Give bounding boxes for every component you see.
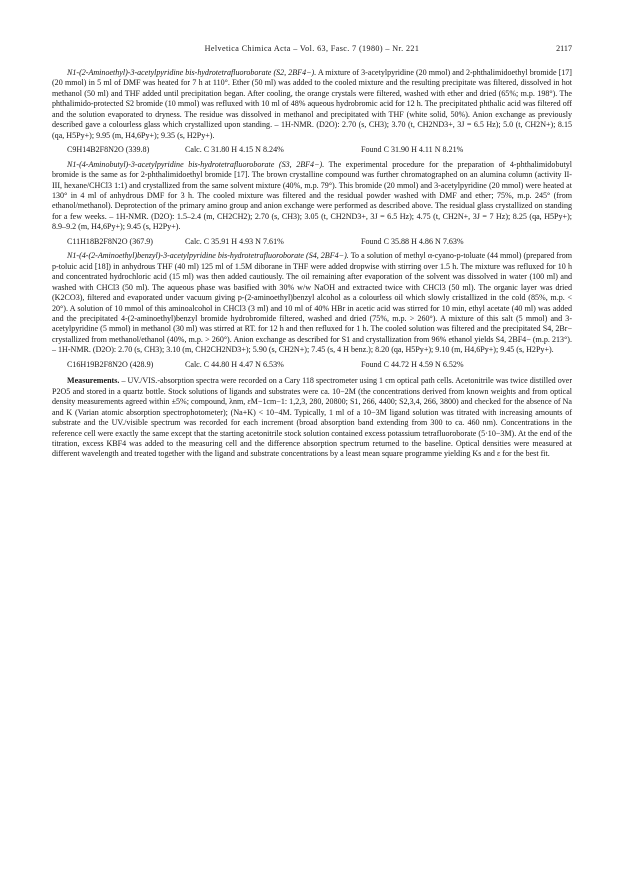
compound-s2-found: Found C 31.90 H 4.11 N 8.21% (361, 145, 464, 155)
compound-s2-title: N1-(2-Aminoethyl)-3-acetylpyridine bis-hydrotetrafluoroborate (S2, 2BF4−). (67, 68, 317, 77)
compound-s3-title: N1-(4-Aminobutyl)-3-acetylpyridine bis-hydrotetrafluoroborate (S3, 2BF4−). (67, 159, 325, 169)
running-header (52, 44, 572, 56)
compound-s3-found: Found C 35.88 H 4.86 N 7.63% (361, 236, 464, 246)
compound-s3-calc: Calc. C 35.91 H 4.93 N 7.61% (185, 236, 284, 246)
compound-s4-formula: C16H19B2F8N2O (428.9) (67, 359, 154, 369)
compound-s4-found: Found C 44.72 H 4.59 N 6.52% (361, 359, 464, 369)
compound-s3-analysis (67, 237, 572, 247)
measurements-body: – UV./VIS.-absorption spectra were recorded on a Cary 118 spectrometer using 1 cm optical path cells. Acetonitrile was twice distilled over P2O5 and stored in a quartz bottle. Stock solutions of ligands and substrates were ca. 10−2M (the concentrations derived from known weights and from optical density measurements agreed within ±5%; compound, λnm, εM−1cm−1: 1,2,3, 280, 20800; S1, 266, 4400; S2,3,4, 266, 3800) and checked for the absence of Na and K (Varian atomic absorption spectrophotometer); (Na+K) < 10−4M. Typically, 1 ml of a 10−3M ligand solution was titrated with increasing amounts of substrate and the UV./visible spectrum was recorded for each increment (broad absorption band extending from 300 to ca. 460 nm). Concentrations in the reference cell were exactly the same except that the starting acetonitrile stock solution contained excess potassium tetrafluoroborate (5·10−3M). At the end of the titration, excess KBF4 was added to the measuring cell and the difference absorption spectrum returned to the baseline. Optical densities were measured at different wavelength and treated together with the ligand and substrate concentrations by a least mean square programme yielding Ks and ε for the best fit. (52, 376, 573, 459)
compound-s4-analysis (67, 360, 572, 370)
compound-s3-paragraph (52, 160, 572, 233)
compound-s2-body: A mixture of 3-acetylpyridine (20 mmol) and 2-phthalimidoethyl bromide [17] (20 mmol) in 5 ml of DMF was heated for 7 h at 110°. Ether (50 ml) was added to the cooled mixture and the resulting precipitate was filtered, dissolved in hot methanol (50 ml) and THF added until precipitation began. After cooling, the orange crystals were filtered, washed with ether and dried (65%; m.p. 198°). The phthalimido-protected S2 bromide (10 mmol) was refluxed with 10 ml of 48% aqueous hydrobromic acid for 12 h. The precipitated phthalic acid was filtered off and the solution evaporated to dryness. The residue was dissolved in methanol and precipitated with THF (white solid, 50%). Anion exchange as previously described gave a colourless glass which crystallized upon standing. – 1H-NMR. (D2O): 2.70 (s, CH3); 3.70 (t, CH2ND3+, 3J = 6.5 Hz); 5.0 (t, CH2N+); 8.15 (qa, H5Py+); 9.95 (m, H4,6Py+); 9.35 (s, H2Py+). (52, 68, 572, 140)
page-number: 2117 (556, 44, 572, 53)
journal-title: Helvetica Chimica Acta – Vol. 63, Fasc. 7 (1980) – Nr. 221 (204, 44, 420, 53)
compound-s4-calc: Calc. C 44.80 H 4.47 N 6.53% (185, 359, 284, 369)
compound-s3-formula: C11H18B2F8N2O (367.9) (67, 236, 153, 246)
compound-s4-paragraph (52, 251, 572, 356)
compound-s2-analysis (67, 145, 572, 155)
measurements-title: Measurements. (67, 376, 120, 386)
measurements-paragraph (52, 376, 572, 460)
journal-page (52, 44, 572, 460)
compound-s2-formula: C9H14B2F8N2O (339.8) (67, 145, 150, 155)
compound-s3-body: The experimental procedure for the preparation of 4-phthalimidobutyl bromide is the same as for 2-phthalimidoethyl bromide [17]. The brown crystalline compound was further chromatographed on an alumina column (activity II-III, hexane/CHCl3 1:1) and crystallized from the same solvent mixture (40%, m.p. 79°). This bromide (20 mmol) and 3-acetylpyridine (20 mmol) were heated at 130° in 4 ml of anhydrous DMF for 3 h. The cooled mixture was filtered and the residual powder washed with DMF and ether; 75%, m.p. 245° (from ethanol/methanol). Deprotection of the primary amino group and anion exchange were performed as described above. The residual glass crystallized on standing for a few weeks. – 1H-NMR. (D2O): 1.5–2.4 (m, CH2CH2); 2.70 (s, CH3); 3.05 (t, CH2ND3+, 3J = 6.5 Hz); 4.75 (t, CH2N+, 3J = 7 Hz); 8.25 (qa, H5Py+); 8.9–9.2 (m, H4,6Py+); 9.45 (s, H2Py+). (52, 159, 572, 232)
compound-s4-body: To a solution of methyl α-cyano-p-toluate (44 mmol) (prepared from p-toluic acid [18]) in anhydrous THF (40 ml) 125 ml of 1.5M diborane in THF were added dropwise with stirring over 1.5 h. The mixture was refluxed for 10 h and concentrated hydrochloric acid (15 ml) was then added cautiously. The oil remaining after evaporation of the solvent was dissolved in water (100 ml) and washed with CHCl3 (50 ml). The aqueous phase was basified with 30% w/w NaOH and extracted twice with CHCl3 (50 ml). The organic layer was dried (K2CO3), filtered and evaporated under vacuum giving p-(2-aminoethyl)benzyl alcohol as a colourless oil which slowly cristallized in the cold (85%, m.p. < 20°). A solution of 10 mmol of this aminoalcohol in CHCl3 (3 ml) and 10 ml of 40% HBr in acetic acid was stirred for 10 min, ethyl acetate (40 ml) was added and the precipitated 4-(2-aminoethyl)benzyl bromide hydrobromide filtered, washed and dried (75%, m.p. > 260°). A mixture of this salt (5 mmol) and 3-acetylpyridine (5 mmol) in methanol (30 ml) was stirred at RT. for 12 h and then refluxed for 1 h. The cooled solution was filtered and the precipitated S4, 2Br− crystallized from methanol/ethanol (40%, m.p. > 260°). Anion exchange as described for S1 and crystallization from 96% ethanol yields S4, 2BF4− (m.p. 213°). – 1H-NMR. (D2O): 2.70 (s, CH3); 3.10 (m, CH2CH2ND3+); 5.90 (s, CH2N+); 7.45 (s, 4 H benz.); 8.20 (qa, H5Py+); 9.10 (m, H4,6Py+); 9.45 (s, H2Py+). (52, 251, 573, 355)
compound-s2-calc: Calc. C 31.80 H 4.15 N 8.24% (185, 145, 284, 155)
compound-s2-paragraph (52, 68, 572, 141)
compound-s4-title: N1-(4-(2-Aminoethyl)benzyl)-3-acetylpyridine bis-hydrotetrafluoroborate (S4, 2BF4−). (67, 251, 349, 261)
